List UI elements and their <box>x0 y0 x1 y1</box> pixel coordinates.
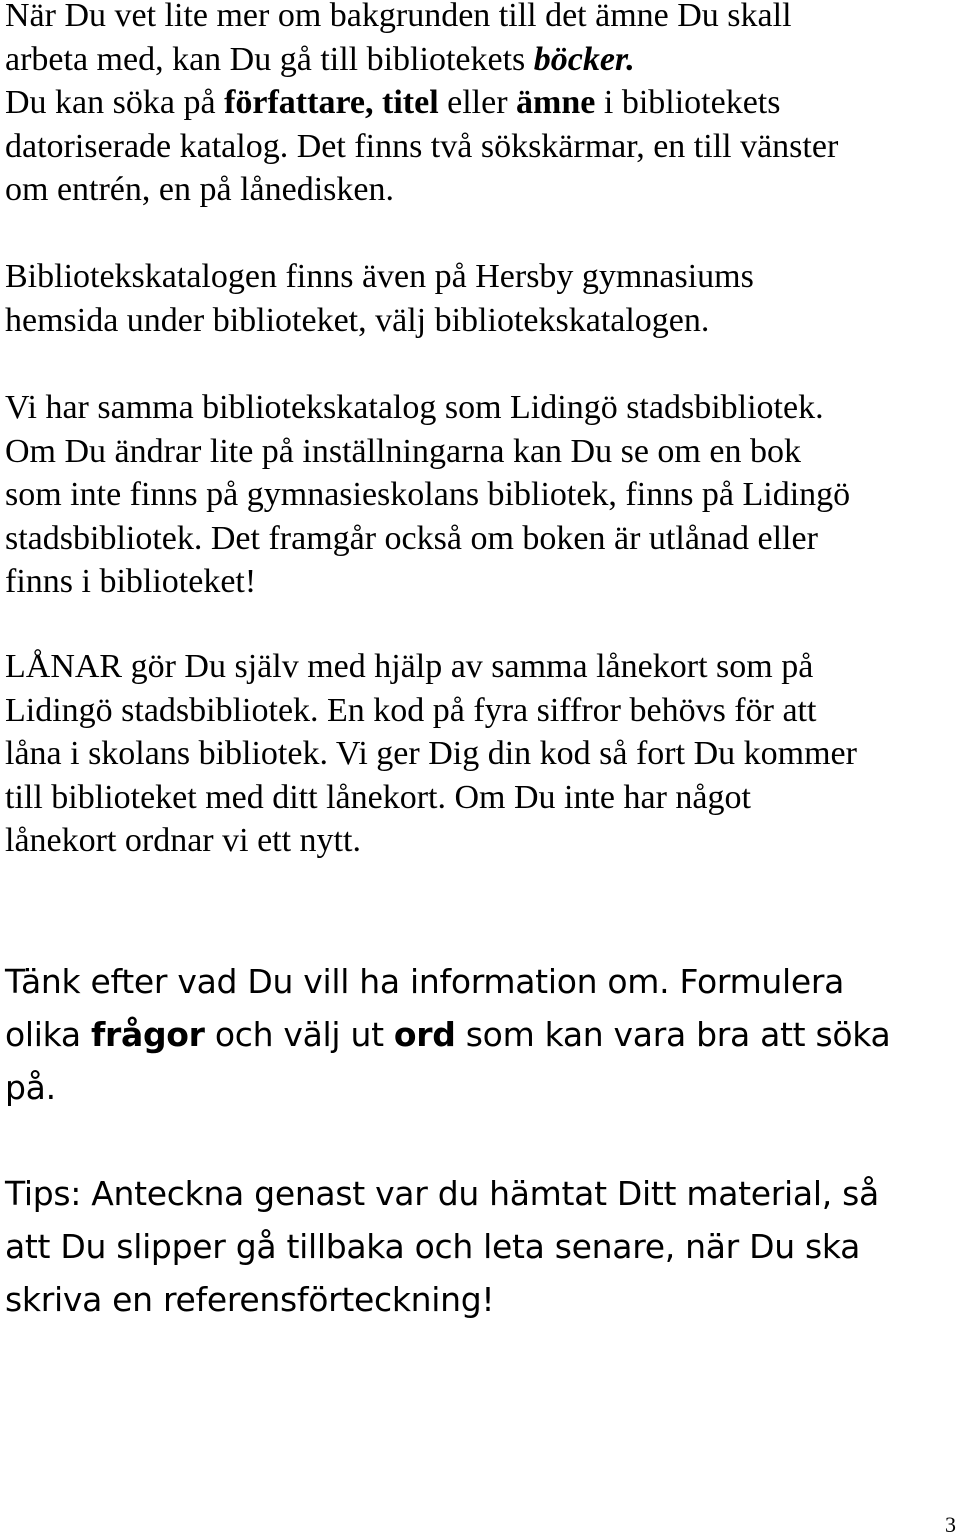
paragraph-borrowing <box>5 645 960 863</box>
paragraph-tips <box>5 1167 960 1326</box>
emphasis-subject: ämne <box>516 84 596 122</box>
paragraph-think-questions <box>5 955 960 1114</box>
text-line: Bibliotekskatalogen finns även på Hersby gymnasiums <box>5 258 754 295</box>
text-line: finns i biblioteket! <box>5 563 257 601</box>
text-line: låna i skolans bibliotek. Vi ger Dig din kod så fort Du kommer <box>5 735 857 773</box>
text-line: hemsida under biblioteket, välj bibliotekskatalogen. <box>5 301 710 339</box>
text-line <box>5 38 960 82</box>
paragraph-catalog-website <box>5 255 960 342</box>
text-line: LÅNAR gör Du själv med hjälp av samma lånekort som på <box>5 648 814 685</box>
text-line: på. <box>5 1068 56 1107</box>
emphasis-author-title: författare, titel <box>224 84 439 122</box>
text-line: till biblioteket med ditt lånekort. Om Du inte har något <box>5 778 751 816</box>
text-line: Lidingö stadsbibliotek. En kod på fyra siffror behövs för att <box>5 691 817 729</box>
text-line: som inte finns på gymnasieskolans bibliotek, finns på Lidingö <box>5 476 851 514</box>
text-segment: och välj ut <box>204 1015 394 1054</box>
text-segment: eller <box>438 84 517 122</box>
text-line: Tänk efter vad Du vill ha information om. Formulera <box>5 962 845 1001</box>
text-line: datoriserade katalog. Det finns två sökskärmar, en till vänster <box>5 127 839 165</box>
text-segment: Du kan söka på <box>5 84 225 122</box>
text-line: om entrén, en på lånedisken. <box>5 171 394 209</box>
paragraph-shared-catalog <box>5 386 960 604</box>
text-segment: som kan vara bra att söka <box>455 1015 891 1054</box>
text-line <box>5 1008 960 1061</box>
text-line <box>5 81 960 125</box>
text-line: När Du vet lite mer om bakgrunden till det ämne Du skall <box>5 0 792 34</box>
text-line: skriva en referensförteckning! <box>5 1280 495 1319</box>
text-line: Om Du ändrar lite på inställningarna kan Du se om en bok <box>5 432 801 470</box>
text-segment: olika <box>5 1015 91 1054</box>
text-line: stadsbibliotek. Det framgår också om boken är utlånad eller <box>5 519 818 557</box>
page-number: 3 <box>945 1512 956 1537</box>
text-segment: i bibliotekets <box>595 84 781 122</box>
emphasis-books: böcker. <box>533 40 635 78</box>
emphasis-questions: frågor <box>90 1015 205 1054</box>
emphasis-words: ord <box>393 1015 456 1054</box>
text-line: Tips: Anteckna genast var du hämtat Ditt material, så <box>5 1174 879 1213</box>
text-line: att Du slipper gå tillbaka och leta senare, när Du ska <box>5 1227 861 1266</box>
text-line: Vi har samma bibliotekskatalog som Lidingö stadsbibliotek. <box>5 389 824 426</box>
paragraph-search-books <box>5 0 960 212</box>
text-line: lånekort ordnar vi ett nytt. <box>5 822 361 860</box>
text-segment: arbeta med, kan Du gå till bibliotekets <box>5 40 534 78</box>
